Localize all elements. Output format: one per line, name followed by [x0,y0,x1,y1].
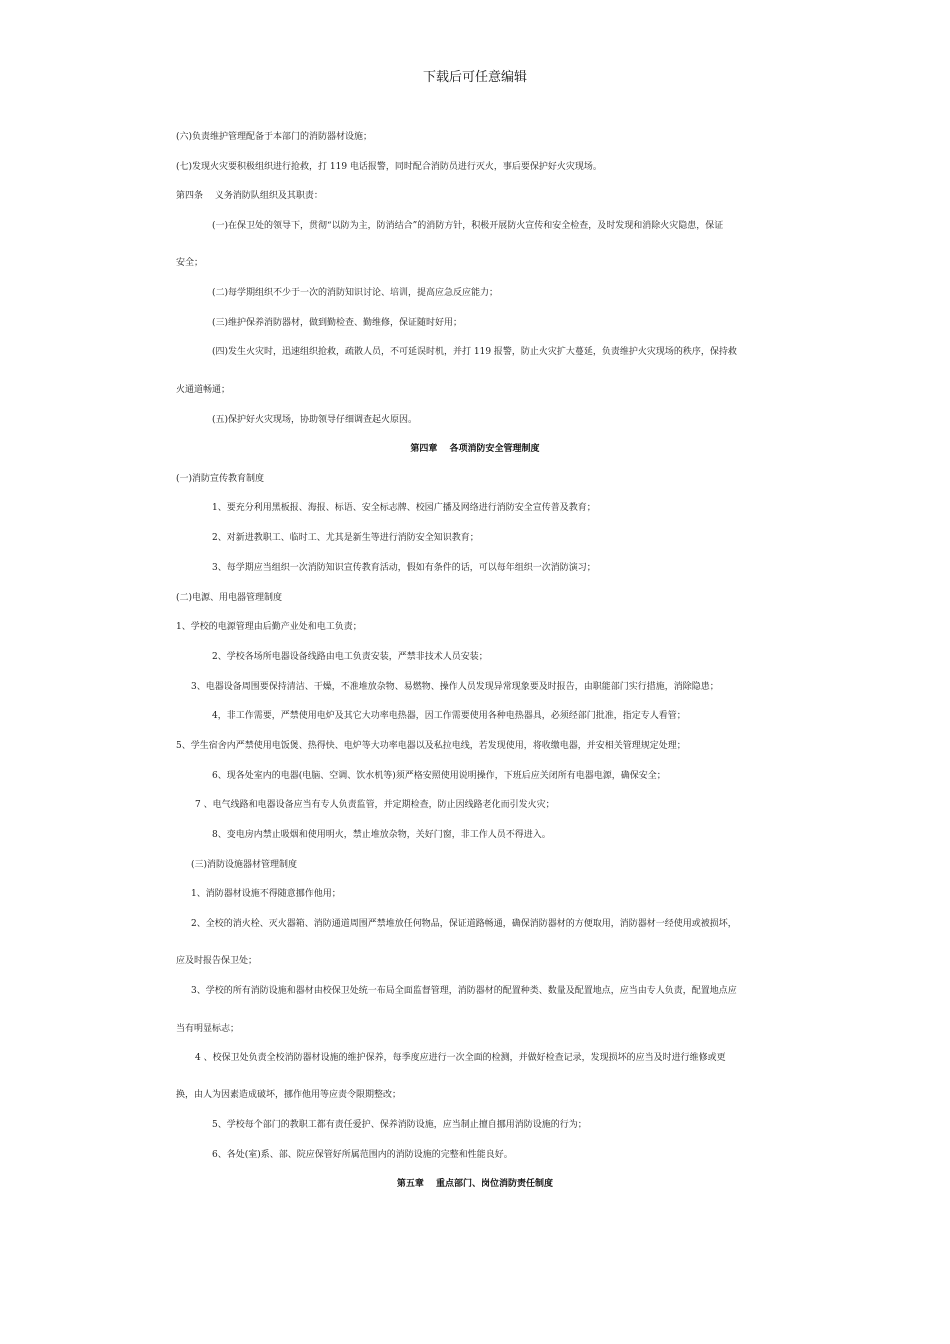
text-line: 安全； [176,258,204,268]
text-line: 4，非工作需要，严禁使用电炉及其它大功率电热器，因工作需要使用各种电热器具，必须经部门批准，指定专人看管； [212,711,686,721]
text-line: (四)发生火灾时，迅速组织抢救，疏散人员，不可延误时机，并打 119 报警，防止火灾扩大蔓延，负责维护火灾现场的秩序，保持救 [212,347,737,357]
text-line: 应及时报告保卫处； [176,956,258,966]
text-line: 2、学校各场所电器设备线路由电工负责安装，严禁非技术人员安装； [212,652,488,662]
chapter-heading: 第四章 各项消防安全管理制度 [410,444,540,454]
text-line: 8、变电房内禁止吸烟和使用明火，禁止堆放杂物，关好门窗，非工作人员不得进入。 [212,830,551,840]
chapter-heading: 第五章 重点部门、岗位消防责任制度 [396,1179,554,1189]
text-line: 5、学校每个部门的教职工都有责任爱护、保养消防设施，应当制止擅自挪用消防设施的行为； [212,1120,587,1130]
text-line: (六)负责维护管理配备于本部门的消防器材设施； [176,132,373,142]
text-line: 2、对新进教职工、临时工、尤其是新生等进行消防安全知识教育； [212,533,479,543]
text-line: 5、学生宿舍内严禁使用电饭煲、热得快、电炉等大功率电器以及私拉电线，若发现使用，将收缴电器，并安相关管理规定处理； [176,741,686,751]
text-line: (二)每学期组织不少于一次的消防知识讨论、培训，提高应急反应能力； [212,288,499,298]
text-line: 7 、电气线路和电器设备应当有专人负责监管，并定期检查，防止因线路老化而引发火灾； [195,800,555,810]
text-line: 2、全校的消火栓、灭火器箱、消防通道周围严禁堆放任何物品，保证道路畅通，确保消防器材的方便取用，消防器材一经使用或被损坏， [191,919,737,929]
page-header: 下载后可任意编辑 [422,70,527,85]
text-line: (一)消防宣传教育制度 [176,474,265,484]
text-line: 火通道畅通； [176,385,231,395]
text-line: 1、学校的电源管理由后勤产业处和电工负责； [176,622,362,632]
text-line: 4 、校保卫处负责全校消防器材设施的维护保养，每季度应进行一次全面的检测，并做好检查记录，发现损坏的应当及时进行维修或更 [195,1053,726,1063]
text-line: 1、消防器材设施不得随意挪作他用； [191,889,341,899]
text-line: 6、现各处室内的电器(电脑、空调、饮水机等)须严格安照使用说明操作，下班后应关闭所有电器电源，确保安全； [212,771,666,781]
text-line: (一)在保卫处的领导下，贯彻“以防为主，防消结合”的消防方针，积极开展防火宣传和安全检查，及时发现和消除火灾隐患，保证 [212,221,724,231]
text-line: (三)维护保养消防器材，做到勤检查、勤维修，保证随时好用； [212,318,463,328]
text-line: (二)电源、用电器管理制度 [176,593,283,603]
text-line: (三)消防设施器材管理制度 [191,860,298,870]
text-line: (七)发现火灾要积极组织进行抢救，打 119 电话报警，同时配合消防员进行灭火，事后要保护好火灾现场。 [176,162,602,172]
text-line: 3、学校的所有消防设施和器材由校保卫处统一布局全面监督管理，消防器材的配置种类、数量及配置地点，应当由专人负责，配置地点应 [191,986,737,996]
text-line: 第四条 义务消防队组织及其职责： [176,191,323,201]
text-line: 1、要充分利用黑板报、海报、标语、安全标志牌、校园广播及网络进行消防安全宣传普及教育； [212,503,596,513]
text-line: 3、电器设备周围要保持清洁、干燥，不准堆放杂物、易燃物、操作人员发现异常现象要及时报告，由职能部门实行措施，消除隐患； [191,682,719,692]
text-line: 6、各处(室)系、部、院应保管好所属范围内的消防设施的完整和性能良好。 [212,1150,513,1160]
text-line: 3、每学期应当组织一次消防知识宣传教育活动，假如有条件的话，可以每年组织一次消防演习； [212,563,596,573]
text-line: 当有明显标志； [176,1024,240,1034]
text-line: (五)保护好火灾现场，协助领导仔细调查起火原因。 [212,415,418,425]
text-line: 换，由人为因素造成破坏，挪作他用等应责令限期整改； [176,1090,402,1100]
